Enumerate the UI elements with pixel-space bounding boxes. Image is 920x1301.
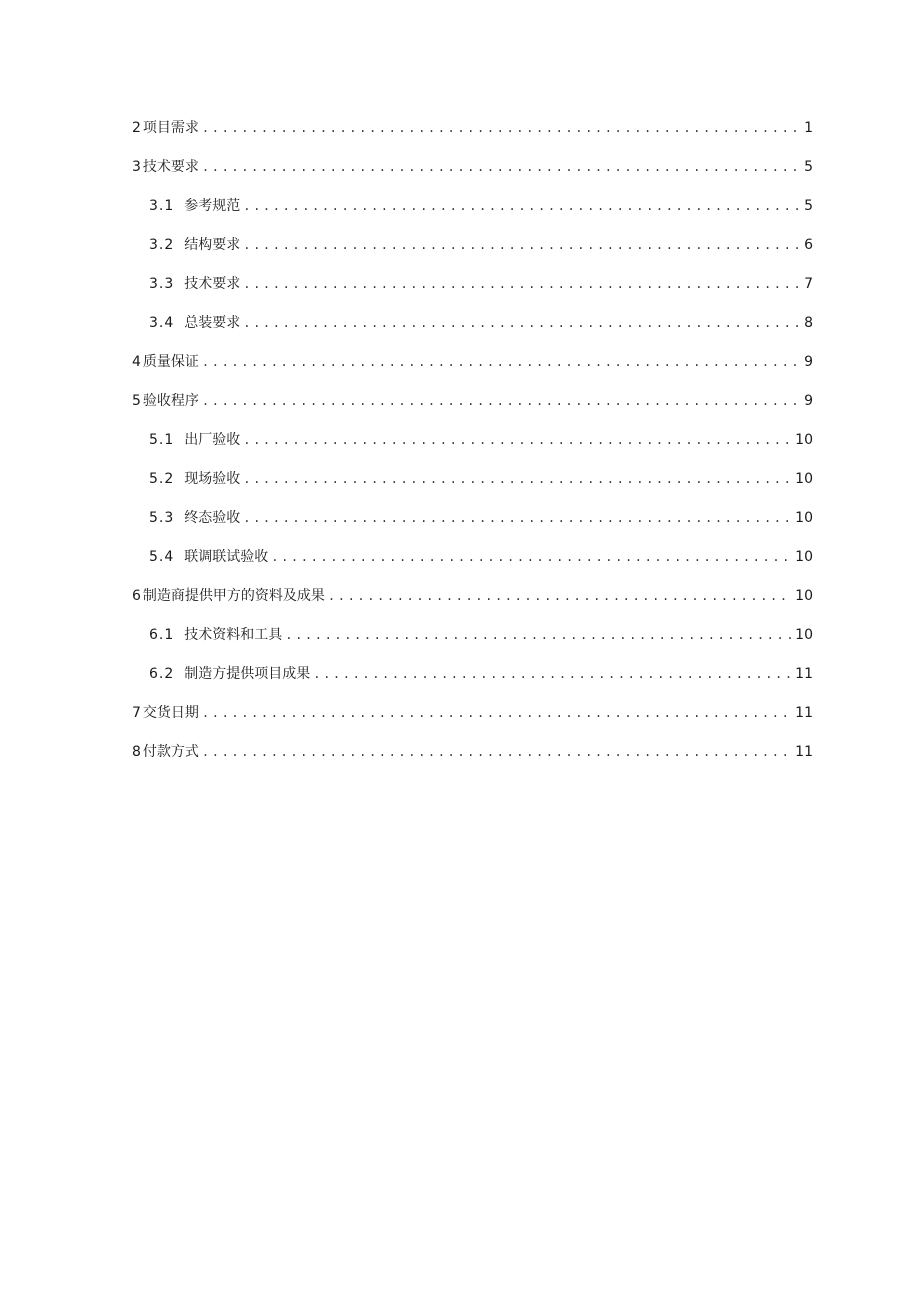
toc-dot-leader	[243, 505, 792, 531]
toc-subentry[interactable]	[132, 232, 813, 271]
toc-entry-page-number: 10	[795, 627, 813, 643]
toc-subentry[interactable]	[132, 622, 813, 661]
toc-entry-page-number: 5	[804, 198, 813, 214]
toc-entry-page-number: 9	[804, 393, 813, 409]
toc-entry-page-number: 1	[804, 120, 813, 136]
toc-entry-page-number: 10	[795, 432, 813, 448]
toc-entry-number: 5.3	[149, 510, 175, 526]
toc-entry-page-number: 11	[795, 744, 813, 760]
toc-dot-leader	[202, 115, 801, 141]
toc-dot-leader	[202, 388, 801, 414]
toc-entry-page-number: 10	[795, 549, 813, 565]
toc-entry-number: 6	[132, 588, 141, 604]
toc-subentry[interactable]	[132, 310, 813, 349]
toc-entry-page-number: 9	[804, 354, 813, 370]
toc-entry-number: 7	[132, 705, 141, 721]
toc-entry-title: 技术要求	[142, 159, 199, 175]
toc-entry-page-number: 10	[795, 471, 813, 487]
toc-entry-number: 6.1	[149, 627, 175, 643]
toc-entry-number: 3.3	[149, 276, 175, 292]
toc-entry-page-number: 5	[804, 159, 813, 175]
toc-dot-leader	[243, 310, 801, 336]
toc-entry[interactable]	[132, 739, 813, 778]
toc-entry-title: 现场验收	[184, 471, 241, 487]
toc-entry[interactable]	[132, 583, 813, 622]
toc-dot-leader	[243, 232, 801, 258]
toc-subentry[interactable]	[132, 193, 813, 232]
toc-entry-title: 交货日期	[142, 705, 199, 721]
toc-entry-number: 8	[132, 744, 141, 760]
toc-dot-leader	[202, 739, 792, 765]
toc-entry-title: 总装要求	[184, 315, 241, 331]
toc-entry-number: 6.2	[149, 666, 175, 682]
toc-entry-title: 结构要求	[184, 237, 241, 253]
toc-dot-leader	[202, 349, 801, 375]
toc-entry-number: 3.2	[149, 237, 175, 253]
toc-entry-number: 2	[132, 120, 141, 136]
toc-entry-page-number: 6	[804, 237, 813, 253]
toc-entry-title: 验收程序	[142, 393, 199, 409]
toc-subentry[interactable]	[132, 661, 813, 700]
toc-entry-number: 5.1	[149, 432, 175, 448]
toc-subentry[interactable]	[132, 544, 813, 583]
toc-entry-number: 3	[132, 159, 141, 175]
toc-entry-page-number: 10	[795, 510, 813, 526]
toc-dot-leader	[202, 154, 801, 180]
toc-entry-number: 5.4	[149, 549, 175, 565]
toc-dot-leader	[313, 661, 792, 687]
toc-subentry[interactable]	[132, 466, 813, 505]
toc-dot-leader	[243, 466, 792, 492]
toc-entry-number: 5	[132, 393, 141, 409]
toc-entry-title: 项目需求	[142, 120, 199, 136]
toc-dot-leader	[328, 583, 792, 609]
toc-subentry[interactable]	[132, 505, 813, 544]
toc-entry[interactable]	[132, 700, 813, 739]
toc-entry[interactable]	[132, 388, 813, 427]
toc-dot-leader	[243, 193, 801, 219]
toc-entry-title: 参考规范	[184, 198, 241, 214]
toc-dot-leader	[243, 271, 801, 297]
toc-entry-page-number: 11	[795, 705, 813, 721]
toc-entry-page-number: 8	[804, 315, 813, 331]
toc-entry-page-number: 10	[795, 588, 813, 604]
toc-entry-number: 3.1	[149, 198, 175, 214]
toc-dot-leader	[271, 544, 792, 570]
toc-entry-number: 5.2	[149, 471, 175, 487]
toc-entry-title: 技术要求	[184, 276, 241, 292]
table-of-contents	[132, 115, 813, 778]
toc-entry[interactable]	[132, 349, 813, 388]
toc-entry[interactable]	[132, 115, 813, 154]
toc-entry-title: 付款方式	[142, 744, 199, 760]
toc-entry[interactable]	[132, 154, 813, 193]
toc-entry-number: 4	[132, 354, 141, 370]
toc-entry-title: 质量保证	[142, 354, 199, 370]
toc-entry-title: 终态验收	[184, 510, 241, 526]
toc-entry-title: 联调联试验收	[184, 549, 269, 565]
toc-dot-leader	[285, 622, 792, 648]
toc-entry-title: 出厂验收	[184, 432, 241, 448]
toc-entry-title: 制造商提供甲方的资料及成果	[142, 588, 325, 604]
toc-subentry[interactable]	[132, 271, 813, 310]
toc-dot-leader	[202, 700, 792, 726]
toc-entry-page-number: 7	[804, 276, 813, 292]
toc-entry-page-number: 11	[795, 666, 813, 682]
toc-entry-title: 制造方提供项目成果	[184, 666, 311, 682]
toc-subentry[interactable]	[132, 427, 813, 466]
toc-entry-title: 技术资料和工具	[184, 627, 283, 643]
toc-entry-number: 3.4	[149, 315, 175, 331]
toc-dot-leader	[243, 427, 792, 453]
